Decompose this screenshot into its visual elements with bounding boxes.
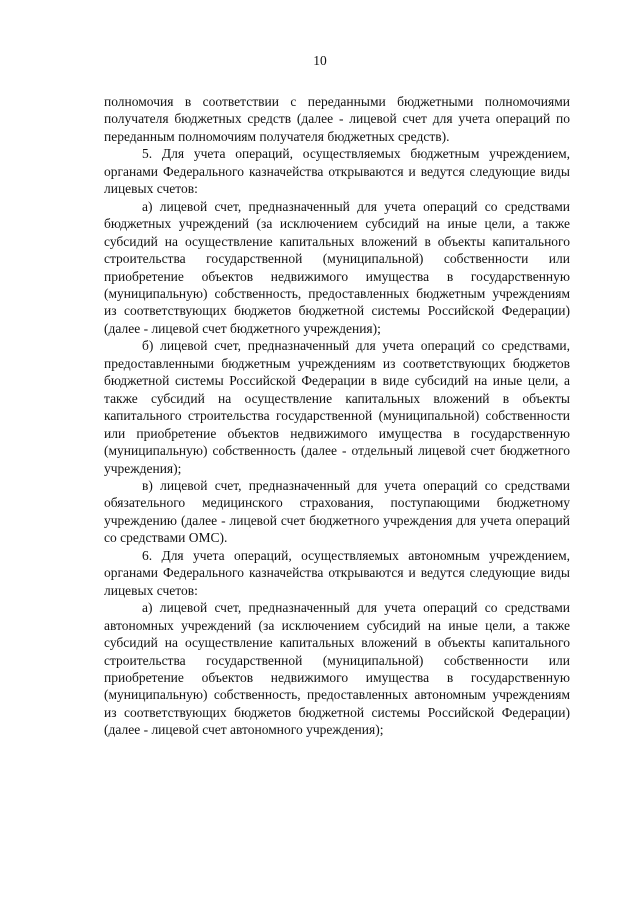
document-body bbox=[104, 93, 570, 739]
paragraph-clause-5b: б) лицевой счет, предназначенный для учета операций со средствами, предоставленными бюджетным учреждениям из соответствующих бюджетов бюджетной системы Российской Федерации в виде субсидий на иные цели, а также субсидий на осуществление капитальных вложений в объекты капитального строительства государственной (муниципальной) собственности или приобретение объектов недвижимого имущества в государственную (муниципальную) собственность (далее - отдельный лицевой счет бюджетного учреждения); bbox=[104, 338, 570, 476]
paragraph-clause-6: 6. Для учета операций, осуществляемых автономным учреждением, органами Федерального казначейства открываются и ведутся следующие виды лицевых счетов: bbox=[104, 547, 570, 598]
paragraph-continuation: полномочия в соответствии с переданными бюджетными полномочиями получателя бюджетных средств (далее - лицевой счет для учета операций по переданным полномочиям получателя бюджетных средств). bbox=[104, 94, 570, 144]
paragraph-clause-5a: а) лицевой счет, предназначенный для учета операций со средствами бюджетных учреждений (за исключением субсидий на иные цели, а также субсидий на осуществление капитальных вложений в объекты капитального строительства государственной (муниципальной) собственности или приобретение объектов недвижимого имущества в государственную (муниципальную) собственность, предоставленных бюджетным учреждениям из соответствующих бюджетов бюджетной системы Российской Федерации) (далее - лицевой счет бюджетного учреждения); bbox=[104, 198, 570, 336]
paragraph-clause-5: 5. Для учета операций, осуществляемых бюджетным учреждением, органами Федерального казначейства открываются и ведутся следующие виды лицевых счетов: bbox=[104, 146, 570, 197]
paragraph-clause-5v: в) лицевой счет, предназначенный для учета операций со средствами обязательного медицинского страхования, поступающими бюджетному учреждению (далее - лицевой счет бюджетного учреждения для учета операций со средствами ОМС). bbox=[104, 477, 570, 546]
paragraph-clause-6a: а) лицевой счет, предназначенный для учета операций со средствами автономных учреждений (за исключением субсидий на иные цели, а также субсидий на осуществление капитальных вложений в объекты капитального строительства государственной (муниципальной) собственности или приобретение объектов недвижимого имущества в государственную (муниципальную) собственность, предоставленных автономным учреждениям из соответствующих бюджетов бюджетной системы Российской Федерации) (далее - лицевой счет автономного учреждения); bbox=[104, 600, 570, 738]
page-number: 10 bbox=[313, 53, 327, 68]
